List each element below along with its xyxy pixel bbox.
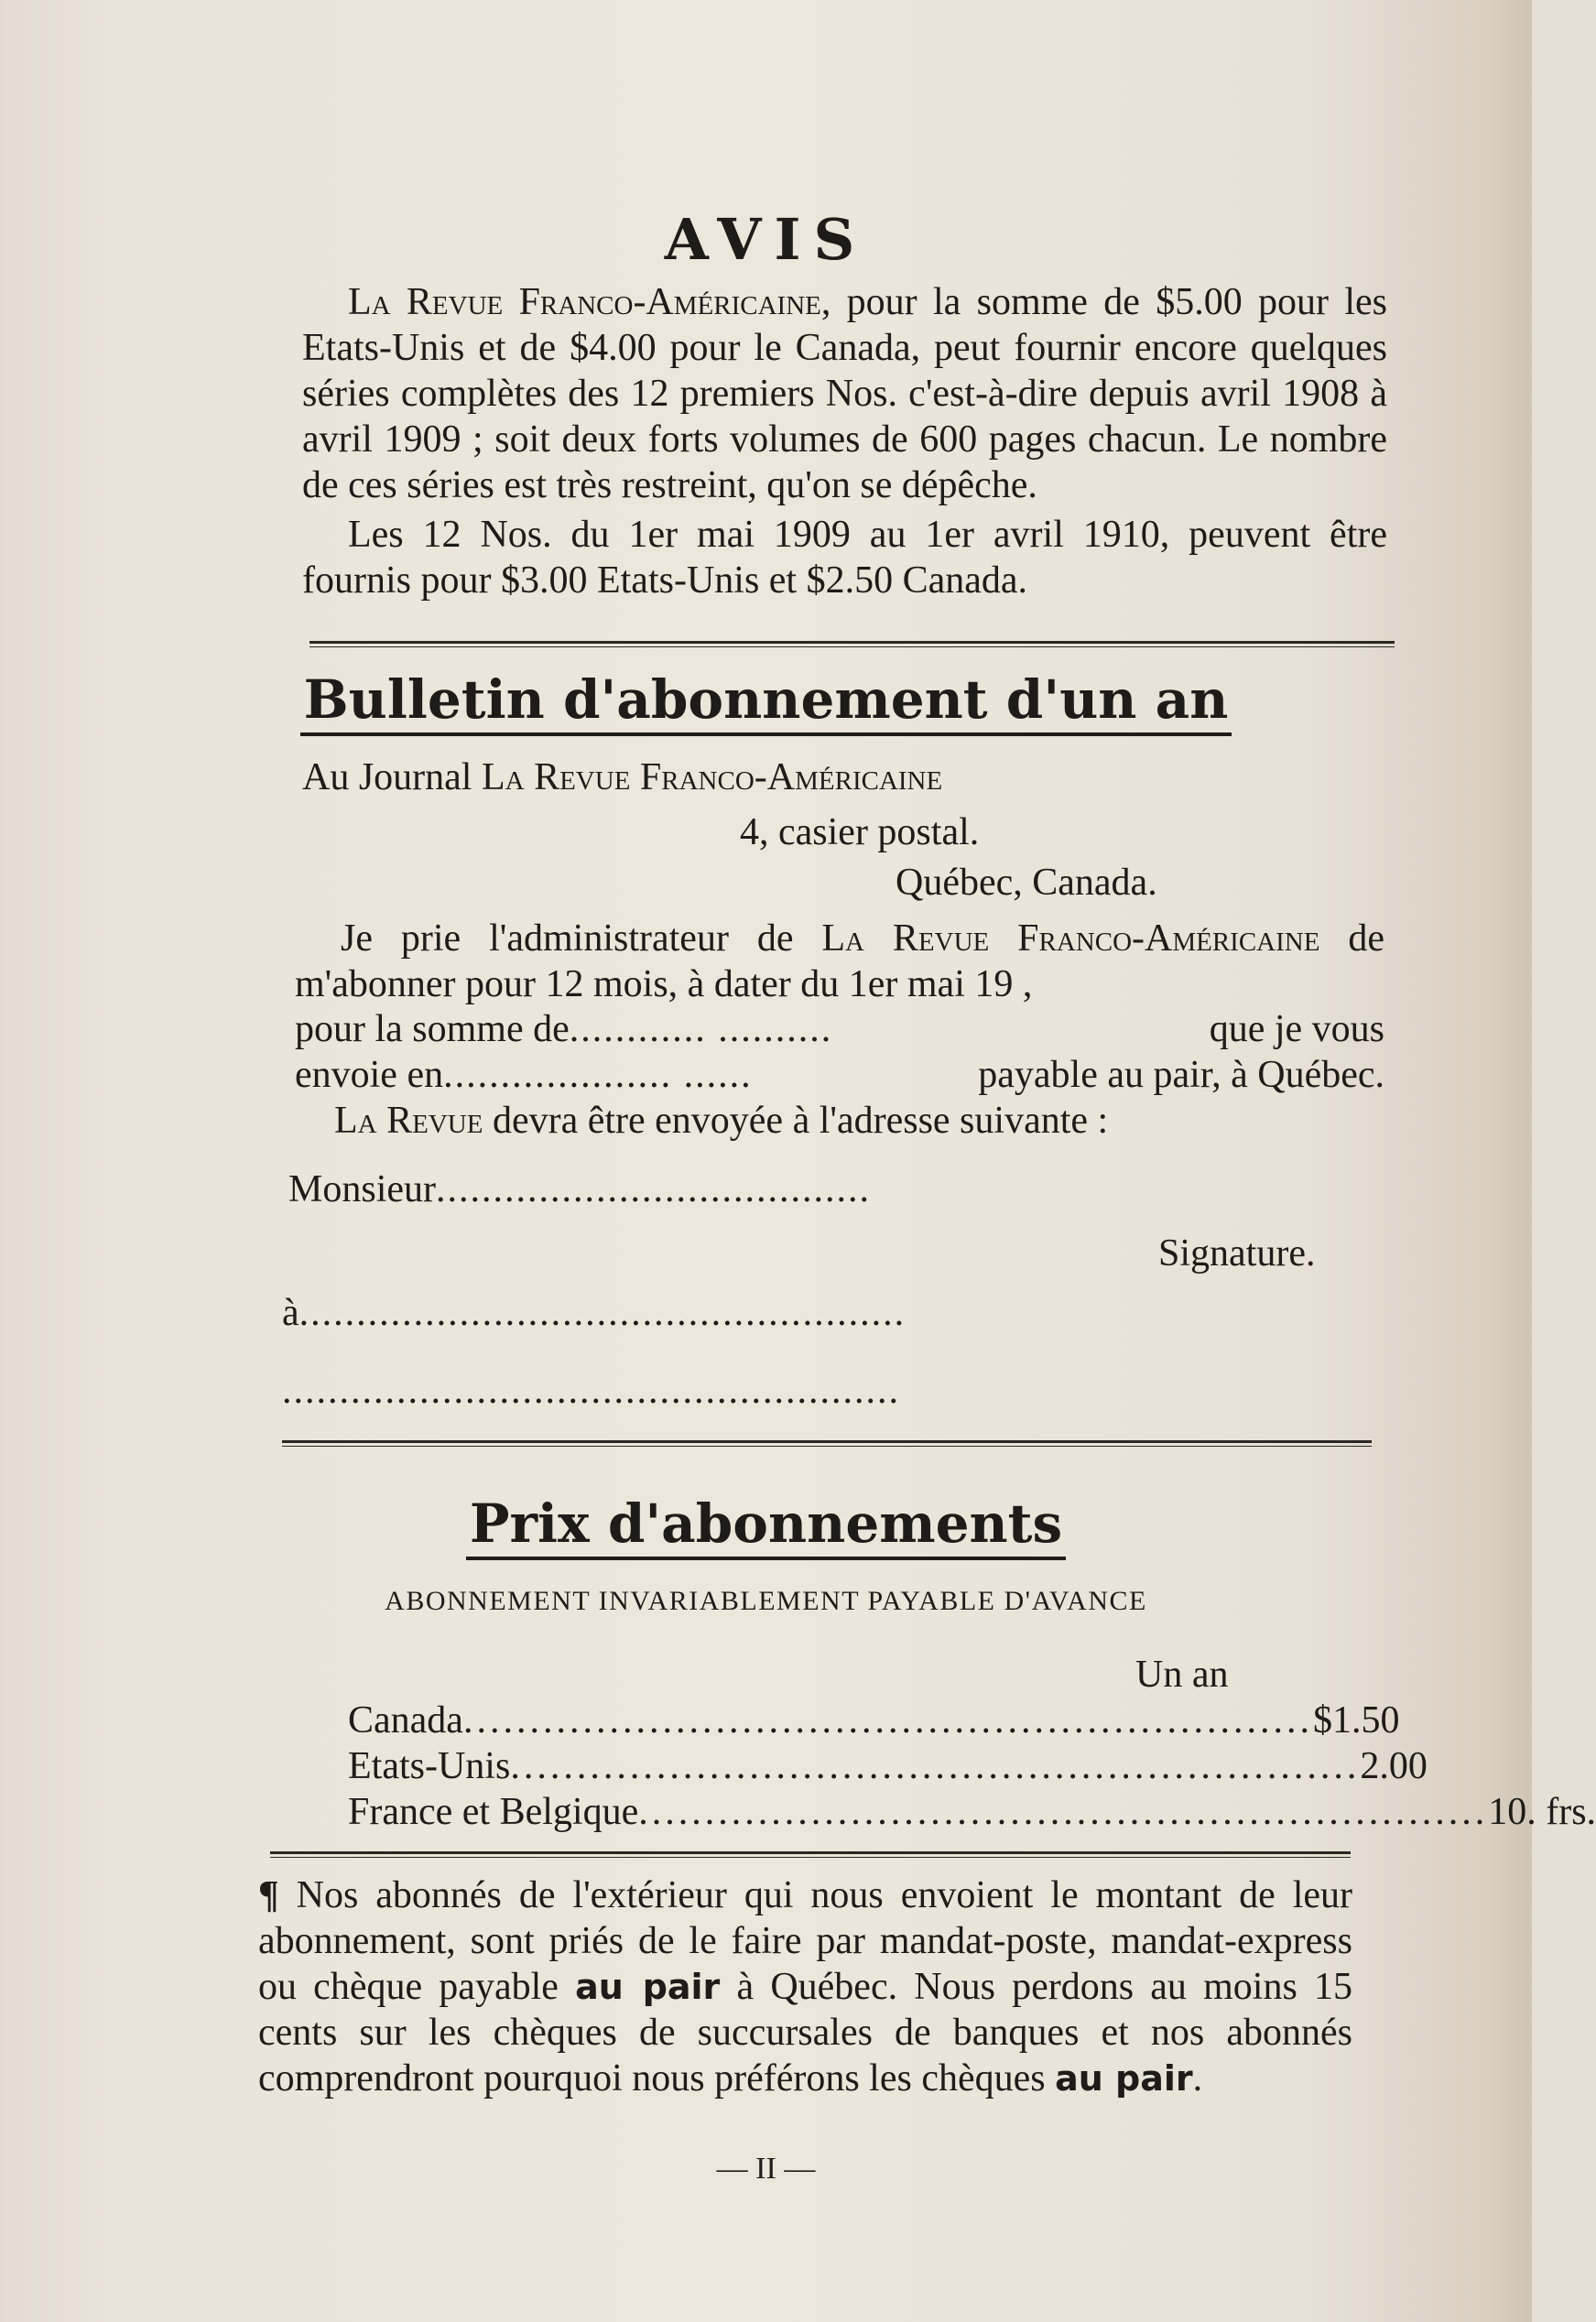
envoie-line (295, 1053, 1384, 1097)
a-line (282, 1291, 906, 1335)
price-label: France et Belgique (348, 1791, 639, 1833)
envoie-end: payable au pair, à Québec. (978, 1054, 1384, 1096)
bulletin-title (0, 668, 1532, 731)
revue-text: devra être envoyée à l'adresse suivante : (483, 1100, 1109, 1142)
blank-dots: ...................................................... (282, 1370, 900, 1412)
revue-address-line (334, 1099, 1108, 1143)
somme-dots: ............ .......... (569, 1008, 833, 1050)
a-dots: ..................................................... (299, 1292, 907, 1334)
price-label: Etats-Unis (348, 1745, 511, 1787)
bulletin-body (295, 916, 1384, 1007)
addr-prefix: Au Journal (302, 756, 482, 798)
body-prefix: Je prie l'administrateur de (341, 917, 822, 960)
price-row-france-belgique (348, 1790, 1596, 1834)
divider-3 (270, 1851, 1351, 1858)
monsieur-line (288, 1167, 871, 1211)
address-line-1 (302, 755, 942, 799)
note-paragraph (258, 1872, 1352, 2101)
revue-name: La Revue Franco-Américaine (348, 281, 821, 323)
price-row-canada (348, 1698, 1400, 1742)
somme-line (295, 1007, 1384, 1051)
divider-2 (282, 1440, 1372, 1447)
revue-label: La Revue (334, 1100, 483, 1142)
avis-paragraph-1 (302, 279, 1387, 508)
body-text: de m'abonner pour 12 mois, à dater du 1er mai 19 , (295, 917, 1385, 1005)
note-text-2: à Québec. Nous perdons au moins 15 cents sur les chèques de succursales de banques et nos abonnés comprendront pourquoi nous préférons les chèques (258, 1966, 1352, 2100)
address-line-2: 4, casier postal. (740, 811, 980, 853)
price-leader: ................................................................ (462, 1699, 1313, 1742)
divider-1 (309, 641, 1395, 647)
price-amount: 2.00 (1360, 1745, 1428, 1787)
price-amount: 10. frs. (1488, 1791, 1596, 1833)
address-line-3: Québec, Canada. (896, 862, 1157, 904)
price-label: Canada (348, 1699, 463, 1742)
somme-label: pour la somme de (295, 1008, 570, 1050)
prix-title (0, 1492, 1532, 1555)
price-amount: $1.50 (1312, 1699, 1400, 1742)
blank-line (282, 1369, 900, 1413)
column-header: Un an (1135, 1654, 1229, 1696)
bulletin-title-text: Bulletin d'abonnement d'un an (300, 668, 1232, 736)
prix-subtitle: ABONNEMENT INVARIABLEMENT PAYABLE D'AVANCE (385, 1586, 1147, 1616)
price-row-etats-unis (348, 1744, 1428, 1788)
note-block (258, 1872, 1352, 2101)
pilcrow-icon: ¶ (258, 1874, 279, 1916)
note-bold-2: au pair (1055, 2058, 1193, 2099)
note-text-1: Nos abonnés de l'extérieur qui nous envoient le montant de leur abonnement, sont priés de le faire par mandat-poste, mandat-express ou chèque payable (258, 1874, 1352, 2008)
note-bold-1: au pair (575, 1967, 721, 2007)
prix-title-text: Prix d'abonnements (466, 1492, 1066, 1560)
avis-paragraph-2: Les 12 Nos. du 1er mai 1909 au 1er avril 1910, peuvent être fournis pour $3.00 Etats-Unis et $2.50 Canada. (302, 514, 1387, 602)
avis-p1-text: , pour la somme de $5.00 pour les Etats-Unis et de $4.00 pour le Canada, peut fournir encore quelques séries complètes des 12 premiers Nos. c'est-à-dire depuis avril 1908 à avril 1909 ; soit deux forts volumes de 600 pages chacun. Le nombre de ces séries est très restreint, qu'on se dépêche. (302, 281, 1387, 506)
note-text-3: . (1192, 2057, 1203, 2100)
avis-body (302, 279, 1387, 603)
signature-label: Signature. (1158, 1232, 1316, 1275)
monsieur-dots: ...................................... (436, 1168, 871, 1210)
a-label: à (282, 1292, 299, 1334)
addr-revue: La Revue Franco-Américaine (481, 756, 943, 798)
somme-end: que je vous (1209, 1008, 1384, 1050)
bulletin-paragraph (295, 916, 1384, 1007)
envoie-label: envoie en (295, 1054, 444, 1096)
page-number: — II — (716, 2152, 816, 2186)
price-leader: ................................................................ (510, 1745, 1361, 1787)
body-revue: La Revue Franco-Américaine (821, 917, 1320, 960)
avis-title: AVIS (664, 206, 868, 273)
monsieur-label: Monsieur (288, 1168, 436, 1210)
envoie-dots: .................... ...... (443, 1054, 753, 1096)
price-leader: ................................................................ (638, 1791, 1489, 1833)
